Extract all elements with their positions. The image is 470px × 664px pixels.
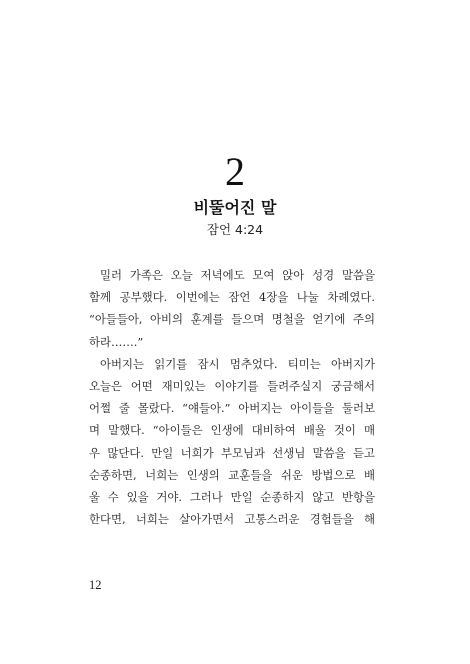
paragraph-line: 아버지는 읽기를 잠시 멈추었다. 티미는 아버지가 [100,356,375,371]
chapter-title: 비뚤어진 말 [193,198,277,217]
paragraph-line: 순종하면, 너희는 인생의 교훈들을 쉬운 방법으로 배 [89,467,375,482]
chapter-number: 2 [225,149,245,194]
scripture-reference: 잠언 4:24 [206,222,264,237]
body-text [89,264,375,530]
paragraph-line: 하라…….” [89,334,144,349]
page-number: 12 [89,578,102,592]
paragraph-line: 한다면, 너희는 살아가면서 고통스러운 경험들을 해 [89,512,375,527]
paragraph-line: 밀러 가족은 오늘 저녁에도 모여 앉아 성경 말씀을 [100,268,375,282]
paragraph-line: 오늘은 어떤 재미있는 이야기를 들려주실지 궁금해서 [89,378,375,393]
paragraph-line: 우 많단다. 만일 너희가 부모님과 선생님 말씀을 듣고 [89,445,375,460]
paragraph-line: 며 말했다. “아이들은 인생에 대비하여 배울 것이 매 [89,423,375,438]
paragraph-line: 함께 공부했다. 이번에는 잠언 4장을 나눌 차례였다. [89,290,375,305]
paragraph-line: 울 수 있을 거야. 그러나 만일 순종하지 않고 반항을 [89,489,375,504]
paragraph-line: “아들들아, 아비의 훈계를 들으며 명철을 얻기에 주의 [89,312,375,327]
paragraph-line: 어쩔 줄 몰랐다. “얘들아.” 아버지는 아이들을 둘러보 [89,401,375,416]
